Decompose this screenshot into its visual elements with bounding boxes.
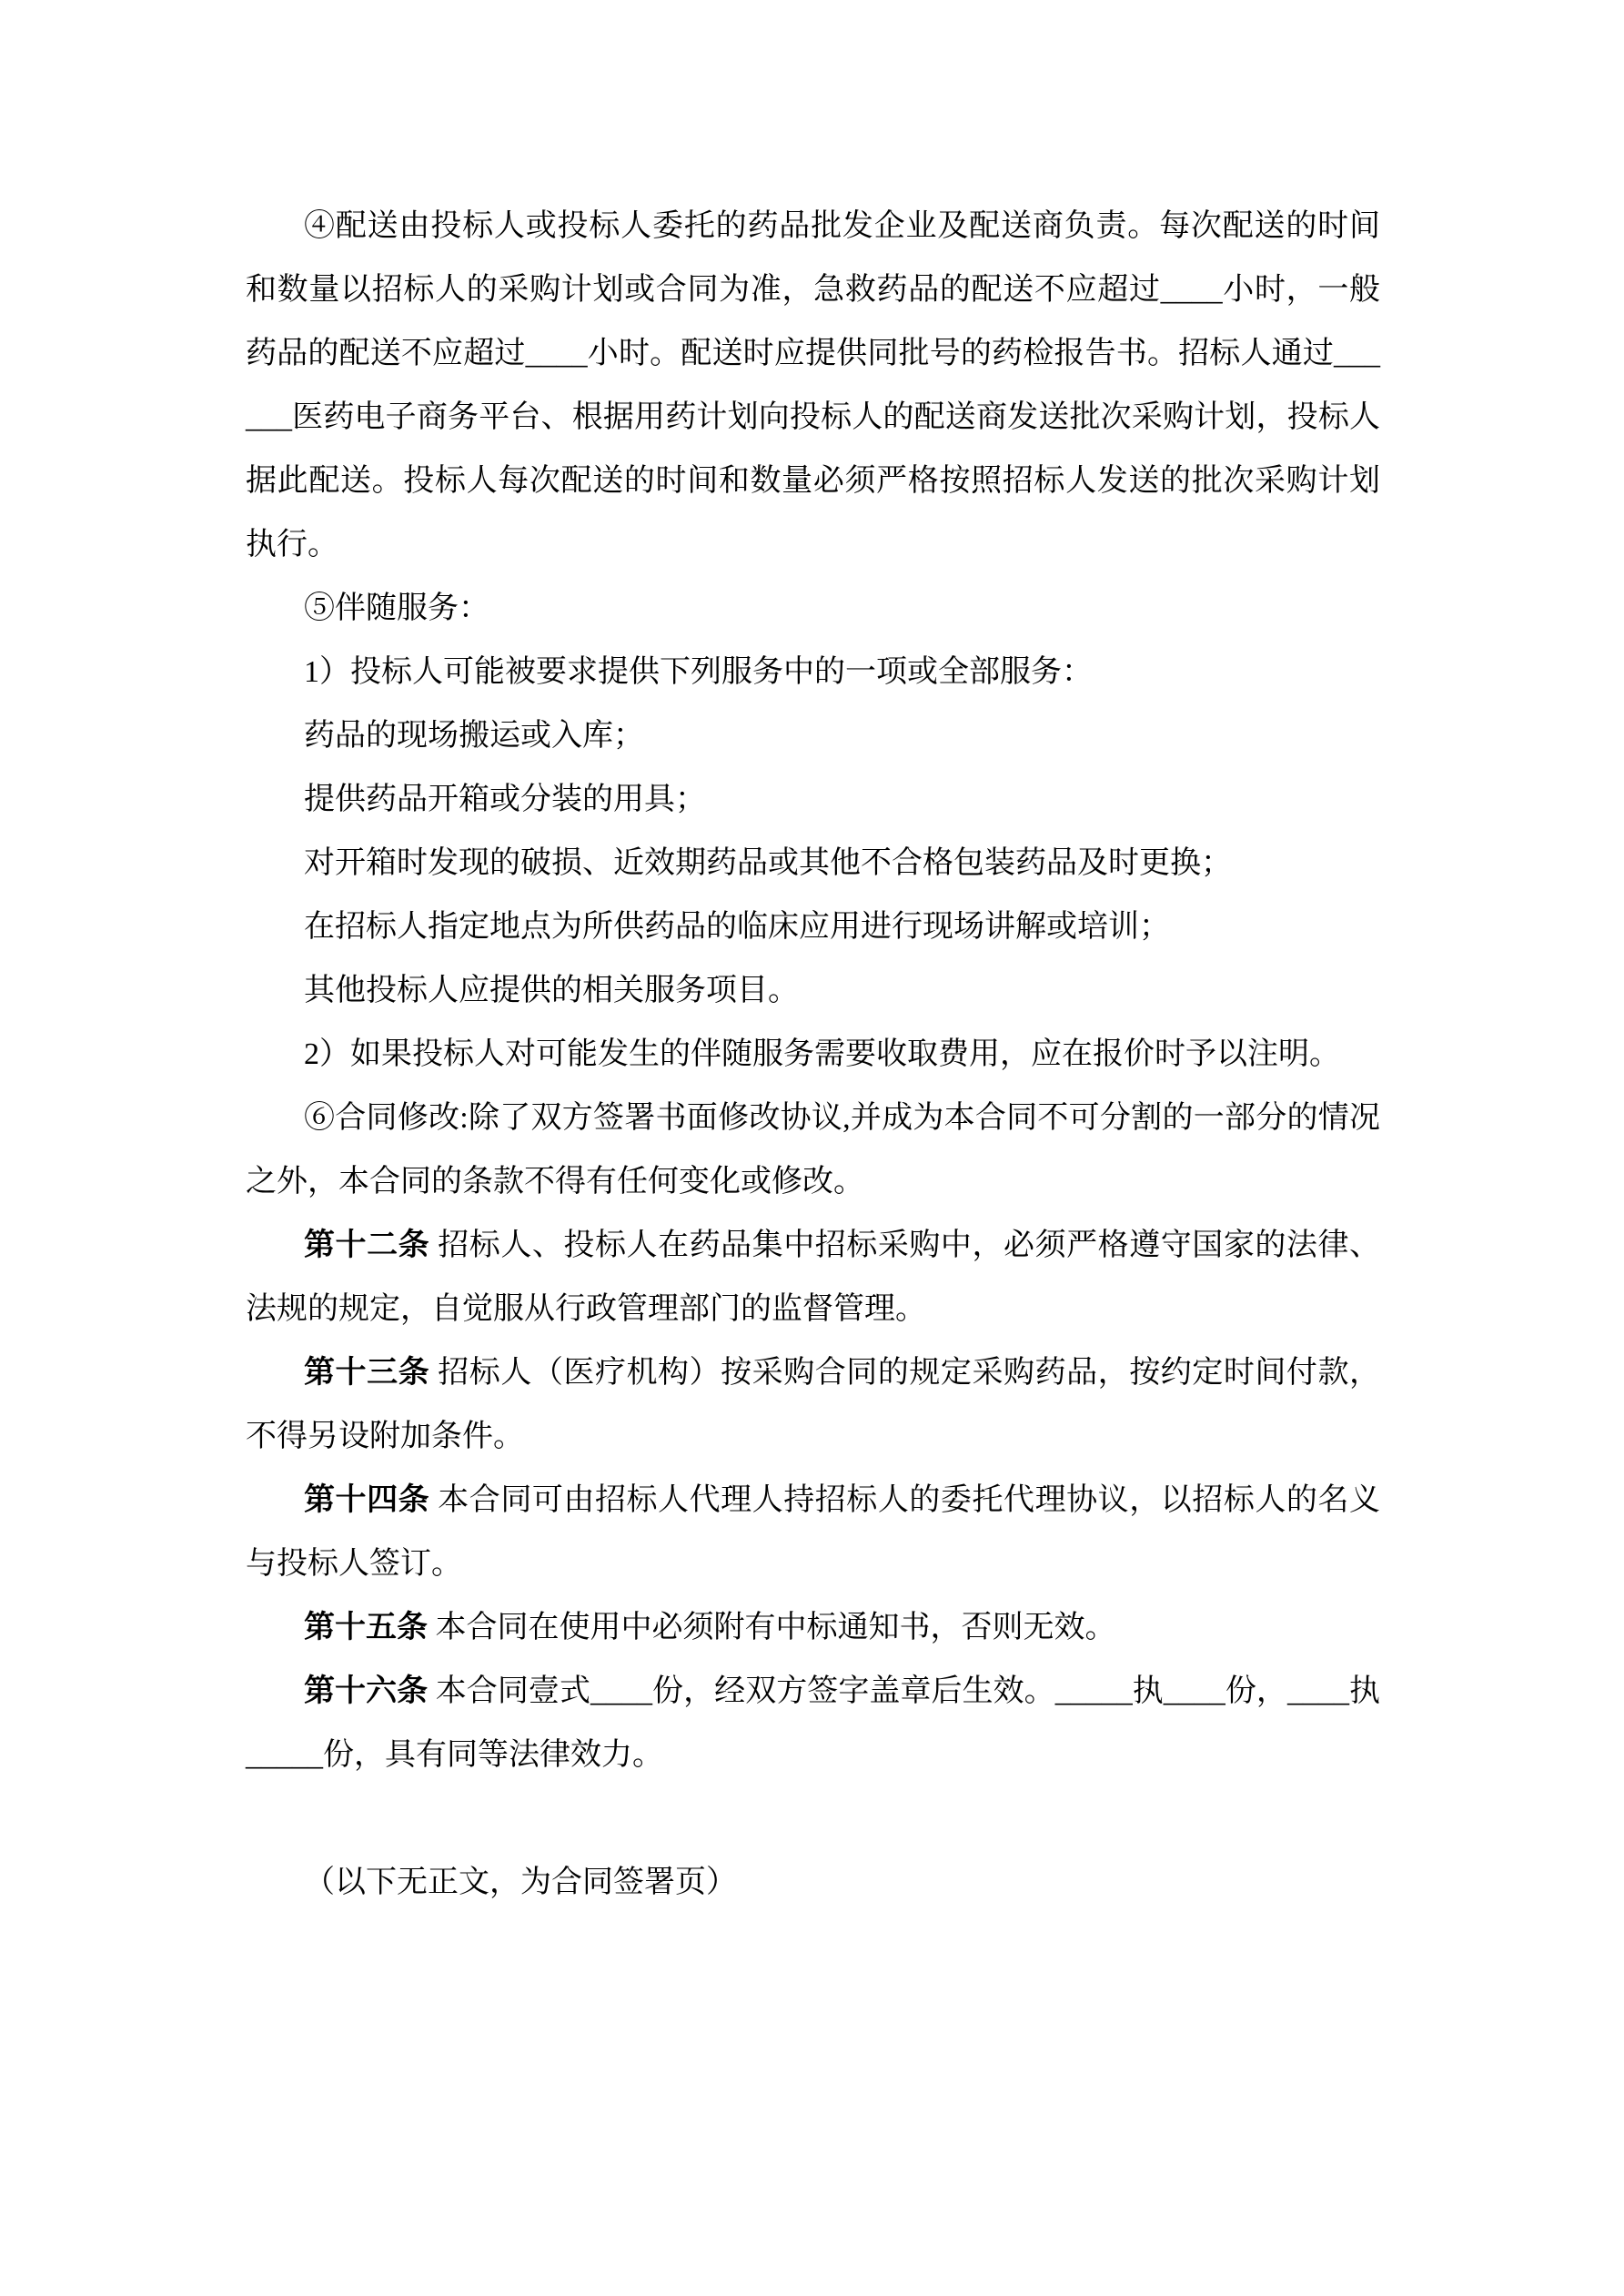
text-run: 2）如果投标人对可能发生的伴随服务需要收取费用，应在报价时予以注明。 [304, 1037, 1340, 1071]
clause-number: 第十五条 [304, 1611, 428, 1644]
text-run: 其他投标人应提供的相关服务项目。 [304, 974, 799, 1007]
contract-paragraph [246, 768, 1380, 832]
clause-number: 第十三条 [304, 1356, 430, 1390]
contract-paragraph [246, 704, 1380, 768]
contract-paragraph [246, 895, 1380, 959]
text-run: 在招标人指定地点为所供药品的临床应用进行现场讲解或培训； [304, 910, 1170, 944]
text-run: 本合同可由招标人代理人持招标人的委托代理协议，以招标人的名义与投标人签订。 [246, 1483, 1381, 1581]
contract-paragraph [246, 641, 1380, 704]
text-run: 招标人、投标人在药品集中招标采购中，必须严格遵守国家的法律、法规的规定，自觉服从行政管理部门的监督管理。 [246, 1229, 1381, 1326]
blank-line [246, 1787, 1380, 1851]
contract-paragraph [246, 1341, 1380, 1469]
contract-paragraph [246, 577, 1380, 641]
contract-paragraph [246, 1023, 1380, 1087]
text-run: ④配送由投标人或投标人委托的药品批发企业及配送商负责。每次配送的时间和数量以招标人的采购计划或合同为准，急救药品的配送不应超过____小时，一般药品的配送不应超过____小时。配送时应提供同批号的药检报告书。招标人通过______医药电子商务平台、根据用药计划向投标人的配送商发送批次采购计划，投标人据此配送。投标人每次配送的时间和数量必须严格按照招标人发送的批次采购计划执行。 [246, 209, 1380, 561]
text-run: 提供药品开箱或分装的用具； [304, 783, 706, 816]
contract-paragraph [246, 1214, 1380, 1341]
contract-paragraph [246, 1660, 1380, 1787]
contract-paragraph [246, 1469, 1380, 1596]
contract-paragraph [246, 1087, 1380, 1214]
document-body [246, 195, 1380, 1915]
text-run: 招标人（医疗机构）按采购合同的规定采购药品，按约定时间付款，不得另设附加条件。 [246, 1356, 1381, 1453]
clause-number: 第十四条 [304, 1483, 430, 1517]
contract-paragraph [246, 195, 1380, 577]
contract-paragraph [246, 832, 1380, 895]
clause-number: 第十二条 [304, 1229, 430, 1262]
text-run: 本合同壹式____份，经双方签字盖章后生效。_____执____份，____执_____份，具有同等法律效力。 [246, 1674, 1381, 1772]
clause-number: 第十六条 [304, 1674, 429, 1708]
text-run: 对开箱时发现的破损、近效期药品或其他不合格包装药品及时更换； [304, 846, 1232, 880]
contract-paragraph [246, 1596, 1380, 1660]
text-run: （以下无正文，为合同签署页） [304, 1866, 737, 1899]
contract-paragraph [246, 959, 1380, 1023]
text-run: ⑥合同修改:除了双方签署书面修改协议,并成为本合同不可分割的一部分的情况之外，本合同的条款不得有任何变化或修改。 [246, 1101, 1380, 1199]
text-run: 药品的现场搬运或入库； [304, 719, 644, 753]
contract-paragraph [246, 1851, 1380, 1915]
text-run: 1）投标人可能被要求提供下列服务中的一项或全部服务： [304, 655, 1093, 689]
text-run: 本合同在使用中必须附有中标通知书，否则无效。 [428, 1611, 1116, 1644]
text-run: ⑤伴随服务： [304, 592, 489, 625]
